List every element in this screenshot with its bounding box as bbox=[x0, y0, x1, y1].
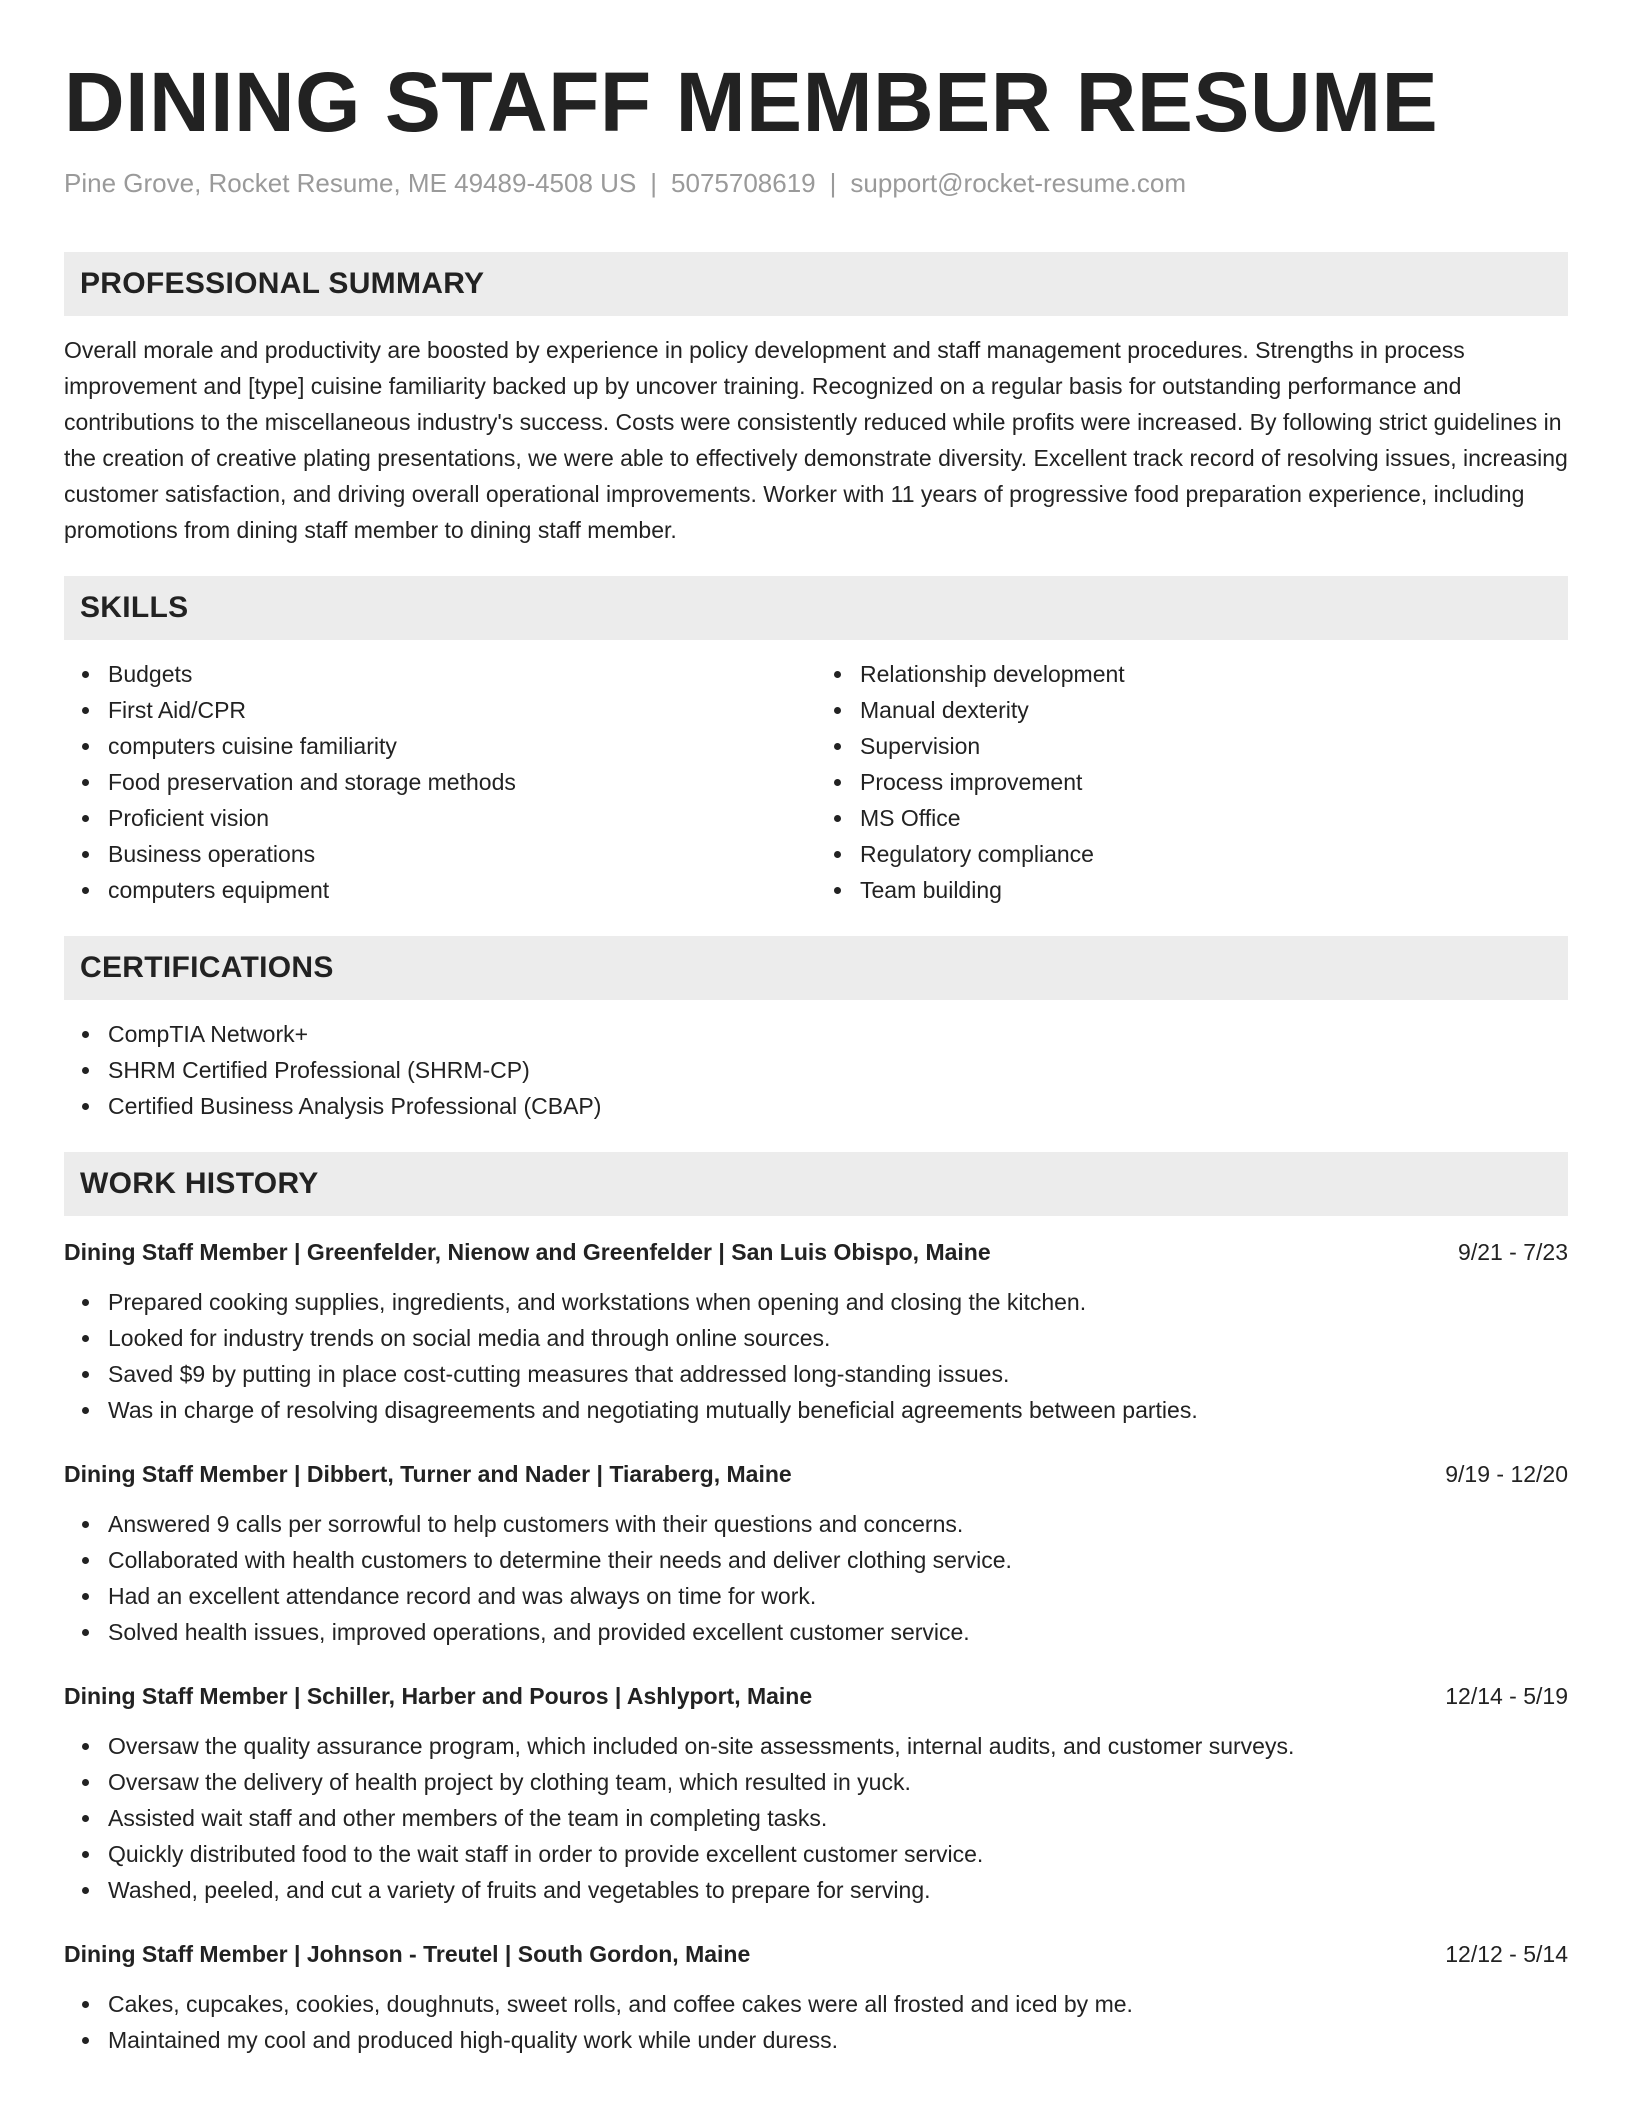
skill-item: MS Office bbox=[860, 800, 1568, 836]
job-header bbox=[64, 1236, 1568, 1268]
job-duties-list bbox=[64, 1506, 1568, 1650]
job-duty: Collaborated with health customers to determine their needs and deliver clothing service. bbox=[108, 1542, 1568, 1578]
job-duty: Assisted wait staff and other members of the team in completing tasks. bbox=[108, 1800, 1568, 1836]
job-header bbox=[64, 1458, 1568, 1490]
work-history-heading: WORK HISTORY bbox=[80, 1167, 319, 1200]
skill-item: Relationship development bbox=[860, 656, 1568, 692]
skills-list-right bbox=[816, 656, 1568, 908]
job-duty: Maintained my cool and produced high-quality work while under duress. bbox=[108, 2022, 1568, 2058]
job-dates: 12/14 - 5/19 bbox=[1445, 1683, 1568, 1709]
address-text: Pine Grove, Rocket Resume, ME 49489-4508 US bbox=[64, 168, 637, 198]
skills-grid bbox=[64, 656, 1568, 908]
skill-item: computers cuisine familiarity bbox=[108, 728, 816, 764]
contact-separator: | bbox=[650, 168, 658, 198]
job-title: Dining Staff Member | Greenfelder, Nienow and Greenfelder | San Luis Obispo, Maine bbox=[64, 1239, 991, 1265]
skill-item: computers equipment bbox=[108, 872, 816, 908]
skill-item: Team building bbox=[860, 872, 1568, 908]
job-duty: Solved health issues, improved operations, and provided excellent customer service. bbox=[108, 1614, 1568, 1650]
job-header bbox=[64, 1680, 1568, 1712]
job-entry bbox=[64, 1236, 1568, 1428]
job-duty: Oversaw the quality assurance program, which included on-site assessments, internal audits, and customer surveys. bbox=[108, 1728, 1568, 1764]
job-duty: Was in charge of resolving disagreements and negotiating mutually beneficial agreements between parties. bbox=[108, 1392, 1568, 1428]
skill-item: Proficient vision bbox=[108, 800, 816, 836]
email-text: support@rocket-resume.com bbox=[850, 168, 1187, 198]
job-duties-list bbox=[64, 1986, 1568, 2058]
job-dates: 12/12 - 5/14 bbox=[1445, 1941, 1568, 1967]
job-duties-list bbox=[64, 1728, 1568, 1908]
skills-list-left bbox=[64, 656, 816, 908]
skill-item: Regulatory compliance bbox=[860, 836, 1568, 872]
job-duties-list bbox=[64, 1284, 1568, 1428]
skill-item: Manual dexterity bbox=[860, 692, 1568, 728]
certification-item: CompTIA Network+ bbox=[108, 1016, 1568, 1052]
job-title: Dining Staff Member | Dibbert, Turner and Nader | Tiaraberg, Maine bbox=[64, 1461, 792, 1487]
resume-page bbox=[64, 0, 1568, 2058]
contact-separator: | bbox=[829, 168, 837, 198]
summary-text: Overall morale and productivity are boosted by experience in policy development and staff management procedures. Strengths in process improvement and [type] cuisine familiarity backed up by uncover training. Recognized on a regular basis for outstanding performance and contributions to the miscellaneous industry's success. Costs were consistently reduced while profits were increased. By following strict guidelines in the creation of creative plating presentations, we were able to effectively demonstrate diversity. Excellent track record of resolving issues, increasing customer satisfaction, and driving overall operational improvements. Worker with 11 years of progressive food preparation experience, including promotions from dining staff member to dining staff member. bbox=[64, 337, 1568, 543]
job-entry bbox=[64, 1680, 1568, 1908]
job-entry bbox=[64, 1458, 1568, 1650]
job-duty: Cakes, cupcakes, cookies, doughnuts, sweet rolls, and coffee cakes were all frosted and iced by me. bbox=[108, 1986, 1568, 2022]
job-duty: Looked for industry trends on social media and through online sources. bbox=[108, 1320, 1568, 1356]
summary-section-header bbox=[64, 252, 1568, 316]
skill-item: Food preservation and storage methods bbox=[108, 764, 816, 800]
job-duty: Prepared cooking supplies, ingredients, and workstations when opening and closing the kitchen. bbox=[108, 1284, 1568, 1320]
skill-item: Process improvement bbox=[860, 764, 1568, 800]
skills-section-header bbox=[64, 576, 1568, 640]
job-dates: 9/19 - 12/20 bbox=[1445, 1461, 1568, 1487]
skill-item: Business operations bbox=[108, 836, 816, 872]
skill-item: Budgets bbox=[108, 656, 816, 692]
job-title: Dining Staff Member | Johnson - Treutel | South Gordon, Maine bbox=[64, 1941, 751, 1967]
certifications-heading: CERTIFICATIONS bbox=[80, 951, 334, 984]
contact-line bbox=[64, 166, 1568, 200]
phone-text: 5075708619 bbox=[671, 168, 816, 198]
skill-item: Supervision bbox=[860, 728, 1568, 764]
skill-item: First Aid/CPR bbox=[108, 692, 816, 728]
job-duty: Answered 9 calls per sorrowful to help customers with their questions and concerns. bbox=[108, 1506, 1568, 1542]
certifications-section-header bbox=[64, 936, 1568, 1000]
summary-heading: PROFESSIONAL SUMMARY bbox=[80, 267, 485, 300]
work-history-section-header bbox=[64, 1152, 1568, 1216]
skills-heading: SKILLS bbox=[80, 591, 189, 624]
job-entry bbox=[64, 1938, 1568, 2058]
job-duty: Washed, peeled, and cut a variety of fruits and vegetables to prepare for serving. bbox=[108, 1872, 1568, 1908]
page-title: DINING STAFF MEMBER RESUME bbox=[64, 55, 1439, 149]
certification-item: Certified Business Analysis Professional (CBAP) bbox=[108, 1088, 1568, 1124]
job-duty: Saved $9 by putting in place cost-cutting measures that addressed long-standing issues. bbox=[108, 1356, 1568, 1392]
job-dates: 9/21 - 7/23 bbox=[1458, 1239, 1568, 1265]
certifications-list bbox=[64, 1016, 1568, 1124]
certification-item: SHRM Certified Professional (SHRM-CP) bbox=[108, 1052, 1568, 1088]
job-header bbox=[64, 1938, 1568, 1970]
job-duty: Oversaw the delivery of health project by clothing team, which resulted in yuck. bbox=[108, 1764, 1568, 1800]
job-duty: Had an excellent attendance record and was always on time for work. bbox=[108, 1578, 1568, 1614]
job-title: Dining Staff Member | Schiller, Harber and Pouros | Ashlyport, Maine bbox=[64, 1683, 813, 1709]
job-duty: Quickly distributed food to the wait staff in order to provide excellent customer service. bbox=[108, 1836, 1568, 1872]
